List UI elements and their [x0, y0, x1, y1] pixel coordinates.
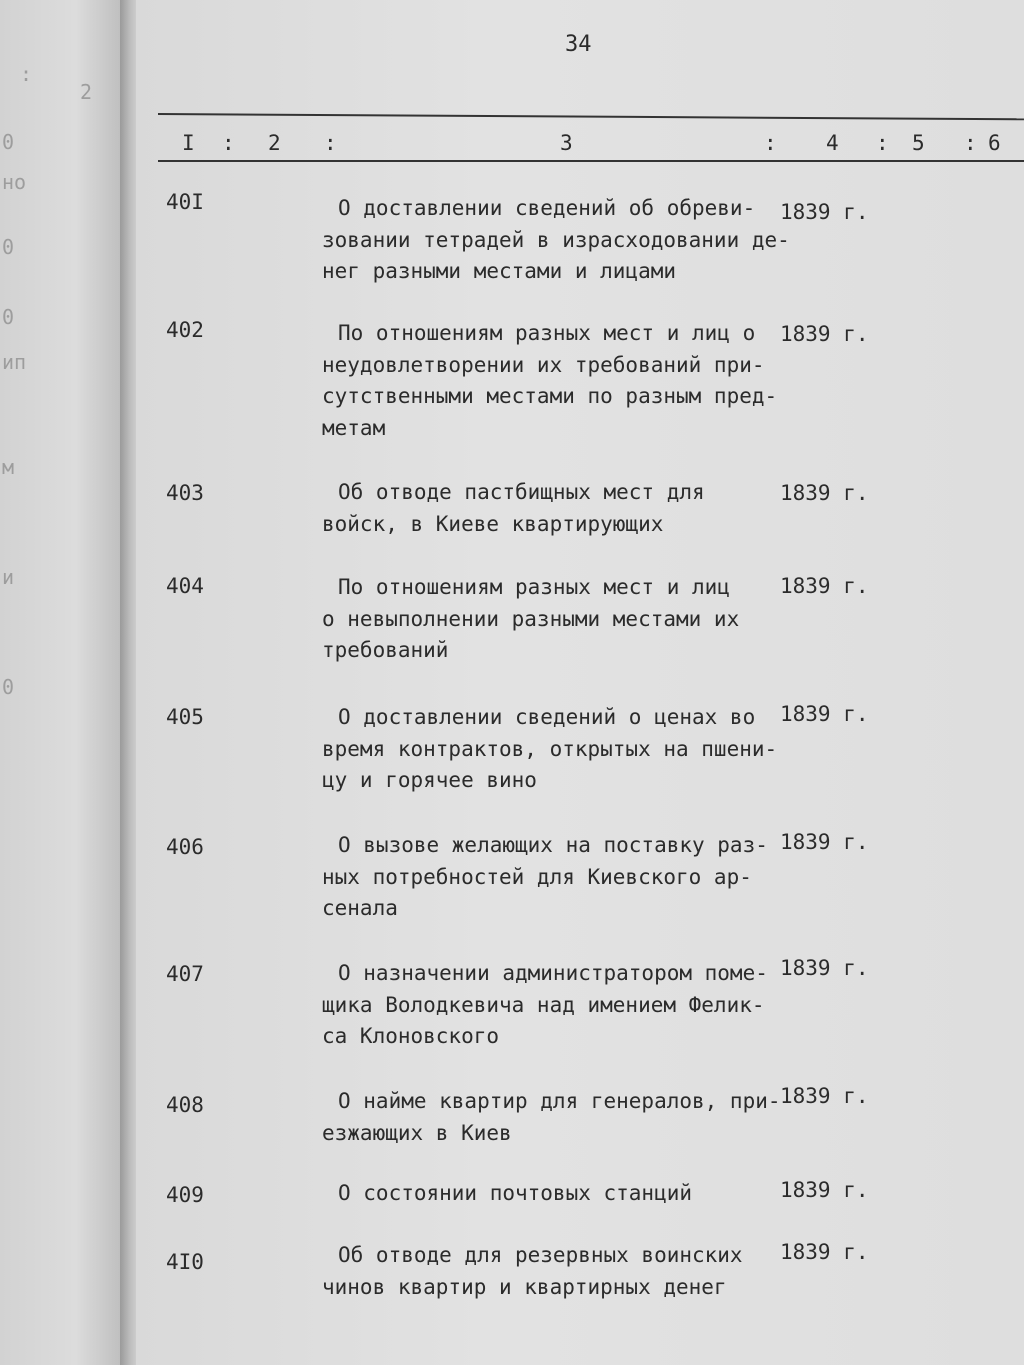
entry-title: [322, 572, 782, 667]
entry-year: 1839 г.: [780, 322, 869, 346]
entry-title-line: езжающих в Киев: [322, 1120, 512, 1145]
column-separator: :: [222, 131, 235, 155]
facing-page-fragment: 0: [2, 305, 15, 329]
entry-year: 1839 г.: [780, 1084, 869, 1108]
entry-title-line: Об отводе для резервных воинских: [338, 1243, 743, 1267]
entry-title-line: ных потребностей для Киевского ар-: [322, 864, 752, 889]
entry-title-line: зовании тетрадей в израсходовании де-: [322, 227, 790, 252]
entry-title: [322, 318, 782, 444]
entry-number: 4I0: [166, 1250, 204, 1274]
facing-page-fragment: 0: [2, 675, 15, 699]
entry-title-line: требований: [322, 638, 449, 662]
entry-year: 1839 г.: [780, 574, 869, 598]
entry-title-line: цу и горячее вино: [322, 768, 537, 792]
entry-title-line: Об отводе пастбищных мест для: [338, 480, 705, 504]
entry-title-line: са Клоновского: [322, 1024, 500, 1048]
column-header-1: I: [182, 131, 195, 155]
entry-title-line: войск, в Киеве квартирующих: [322, 511, 664, 536]
entry-title-line: метам: [322, 415, 386, 440]
entry-title-line: щика Володкевича над имением Фелик-: [322, 992, 765, 1017]
facing-page-fragment: и: [2, 565, 15, 589]
facing-page-fragment: :: [20, 62, 33, 86]
entry-number: 403: [166, 481, 204, 505]
entry-year: 1839 г.: [780, 1240, 869, 1264]
entry-title-line: чинов квартир и квартирных денег: [322, 1274, 727, 1299]
entry-title-line: сутственными местами по разным пред-: [322, 384, 778, 408]
entry-title-line: время контрактов, открытых на пшени-: [322, 736, 778, 761]
entry-title-line: О доставлении сведений об обреви-: [338, 196, 756, 220]
column-header-6: 6: [988, 131, 1001, 155]
entry-title-line: о невыполнении разными местами их: [322, 606, 740, 631]
entry-title: [322, 1240, 782, 1303]
facing-page: [0, 0, 126, 1365]
entry-number: 406: [166, 835, 204, 859]
entry-title-line: По отношениям разных мест и лиц: [338, 575, 730, 599]
entry-title-line: О назначении администратором поме-: [338, 961, 768, 985]
entry-number: 408: [166, 1093, 204, 1117]
entry-title-line: О доставлении сведений о ценах во: [338, 705, 756, 729]
entry-year: 1839 г.: [780, 1178, 869, 1202]
entry-year: 1839 г.: [780, 702, 869, 726]
entry-number: 402: [166, 318, 204, 342]
entry-title: [322, 702, 782, 797]
column-separator: :: [324, 131, 337, 155]
entry-number: 405: [166, 705, 204, 729]
entry-title-line: О вызове желающих на поставку раз-: [338, 833, 768, 857]
column-header-2: 2: [268, 131, 281, 155]
entry-year: 1839 г.: [780, 481, 869, 505]
entry-year: 1839 г.: [780, 956, 869, 980]
facing-page-fragment: 0: [2, 130, 15, 154]
column-separator: :: [876, 131, 889, 155]
column-separator: :: [964, 131, 977, 155]
column-header-5: 5: [912, 131, 925, 155]
facing-page-fragment: ип: [2, 350, 27, 374]
entry-title-line: неудовлетворении их требований при-: [322, 352, 765, 377]
entry-title: [322, 830, 782, 925]
entry-year: 1839 г.: [780, 200, 869, 224]
entry-title-line: О состоянии почтовых станций: [338, 1181, 693, 1205]
entry-title: [322, 1086, 782, 1149]
entry-title-line: нег разными местами и лицами: [322, 259, 677, 283]
entry-title: [322, 477, 782, 540]
entry-number: 409: [166, 1183, 204, 1207]
page-number: 34: [565, 32, 592, 57]
entry-number: 40I: [166, 190, 204, 214]
column-separator: :: [764, 131, 777, 155]
column-header-3: 3: [560, 131, 573, 155]
facing-page-fragment: 0: [2, 235, 15, 259]
entry-number: 407: [166, 962, 204, 986]
header-bottom-rule: [158, 160, 1024, 162]
facing-page-fragment: 2: [80, 80, 93, 104]
entry-title: [322, 193, 790, 288]
facing-page-fragment: м: [2, 455, 15, 479]
entry-title: [322, 1178, 782, 1210]
entry-title: [322, 958, 782, 1053]
entry-number: 404: [166, 574, 204, 598]
entry-title-line: По отношениям разных мест и лиц о: [338, 321, 756, 345]
column-header-4: 4: [826, 131, 839, 155]
facing-page-fragment: но: [2, 170, 27, 194]
entry-title-line: сенала: [322, 896, 398, 920]
entry-year: 1839 г.: [780, 830, 869, 854]
entry-title-line: О найме квартир для генералов, при-: [338, 1089, 781, 1113]
